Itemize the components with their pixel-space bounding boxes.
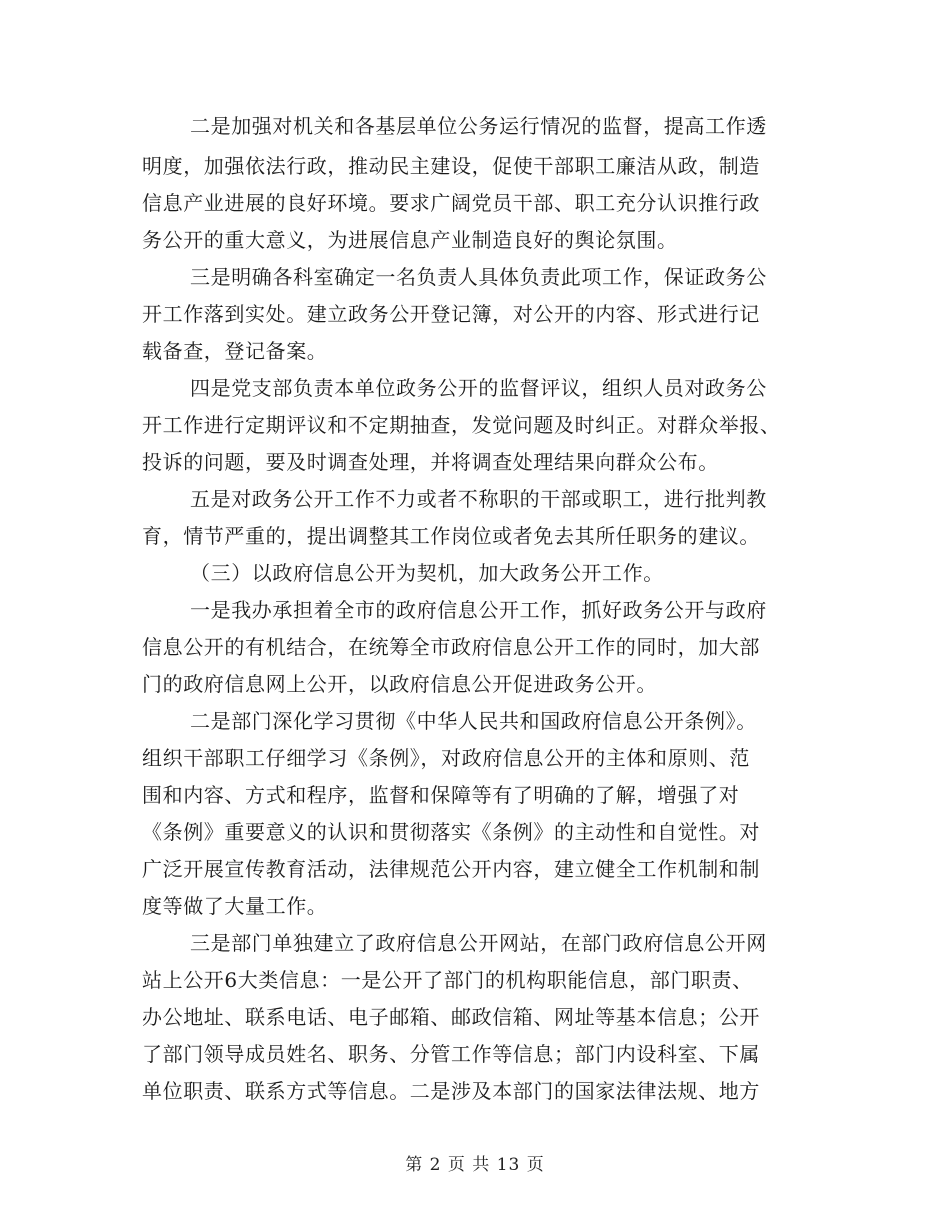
- text-line: 了部门领导成员姓名、职务、分管工作等信息；部门内设科室、下属: [142, 1042, 760, 1066]
- text-line: 育，情节严重的，提出调整其工作岗位或者免去其所任职务的建议。: [142, 524, 760, 548]
- text-line: 明度，加强依法行政，推动民主建设，促使干部职工廉洁从政，制造: [142, 154, 760, 178]
- text-line: 站上公开6大类信息：一是公开了部门的机构职能信息，部门职责、: [142, 968, 753, 992]
- text-line: 广泛开展宣传教育活动，法律规范公开内容，建立健全工作机制和制: [142, 857, 760, 881]
- text-line: 度等做了大量工作。: [142, 894, 328, 918]
- text-line: 信息产业进展的良好环境。要求广阔党员干部、职工充分认识推行政: [142, 191, 760, 215]
- text-line: 载备查，登记备案。: [142, 339, 328, 363]
- text-line: 三是部门单独建立了政府信息公开网站，在部门政府信息公开网: [190, 931, 767, 955]
- text-line: 四是党支部负责本单位政务公开的监督评议，组织人员对政务公: [190, 376, 767, 400]
- text-line: 三是明确各科室确定一名负责人具体负责此项工作，保证政务公: [190, 265, 767, 289]
- page-number-footer: 第 2 页 共 13 页: [405, 1155, 545, 1175]
- text-line: 二是加强对机关和各基层单位公务运行情况的监督，提高工作透: [190, 114, 767, 138]
- text-line: 《条例》重要意义的认识和贯彻落实《条例》的主动性和自觉性。对: [142, 820, 760, 844]
- section-heading: （三）以政府信息公开为契机，加大政务公开工作。: [190, 561, 664, 585]
- text-line: 五是对政务公开工作不力或者不称职的干部或职工，进行批判教: [190, 487, 767, 511]
- text-line: 投诉的问题，要及时调查处理，并将调查处理结果向群众公布。: [142, 450, 719, 474]
- text-line: 办公地址、联系电话、电子邮箱、邮政信箱、网址等基本信息；公开: [142, 1005, 760, 1029]
- text-line: 单位职责、联系方式等信息。二是涉及本部门的国家法律法规、地方: [142, 1079, 760, 1103]
- text-line: 务公开的重大意义，为进展信息产业制造良好的舆论氛围。: [142, 228, 678, 252]
- text-line: 围和内容、方式和程序，监督和保障等有了明确的了解，增强了对: [142, 783, 740, 807]
- text-line: 二是部门深化学习贯彻《中华人民共和国政府信息公开条例》。: [190, 709, 757, 733]
- text-line: 开工作进行定期评议和不定期抽查，发觉问题及时纠正。对群众举报、: [142, 413, 781, 437]
- text-line: 组织干部职工仔细学习《条例》，对政府信息公开的主体和原则、范: [142, 746, 750, 770]
- text-line: 开工作落到实处。建立政务公开登记簿，对公开的内容、形式进行记: [142, 302, 760, 326]
- text-line: 信息公开的有机结合，在统筹全市政府信息公开工作的同时，加大部: [142, 635, 760, 659]
- text-line: 一是我办承担着全市的政府信息公开工作，抓好政务公开与政府: [190, 598, 767, 622]
- text-line: 门的政府信息网上公开，以政府信息公开促进政务公开。: [142, 672, 657, 696]
